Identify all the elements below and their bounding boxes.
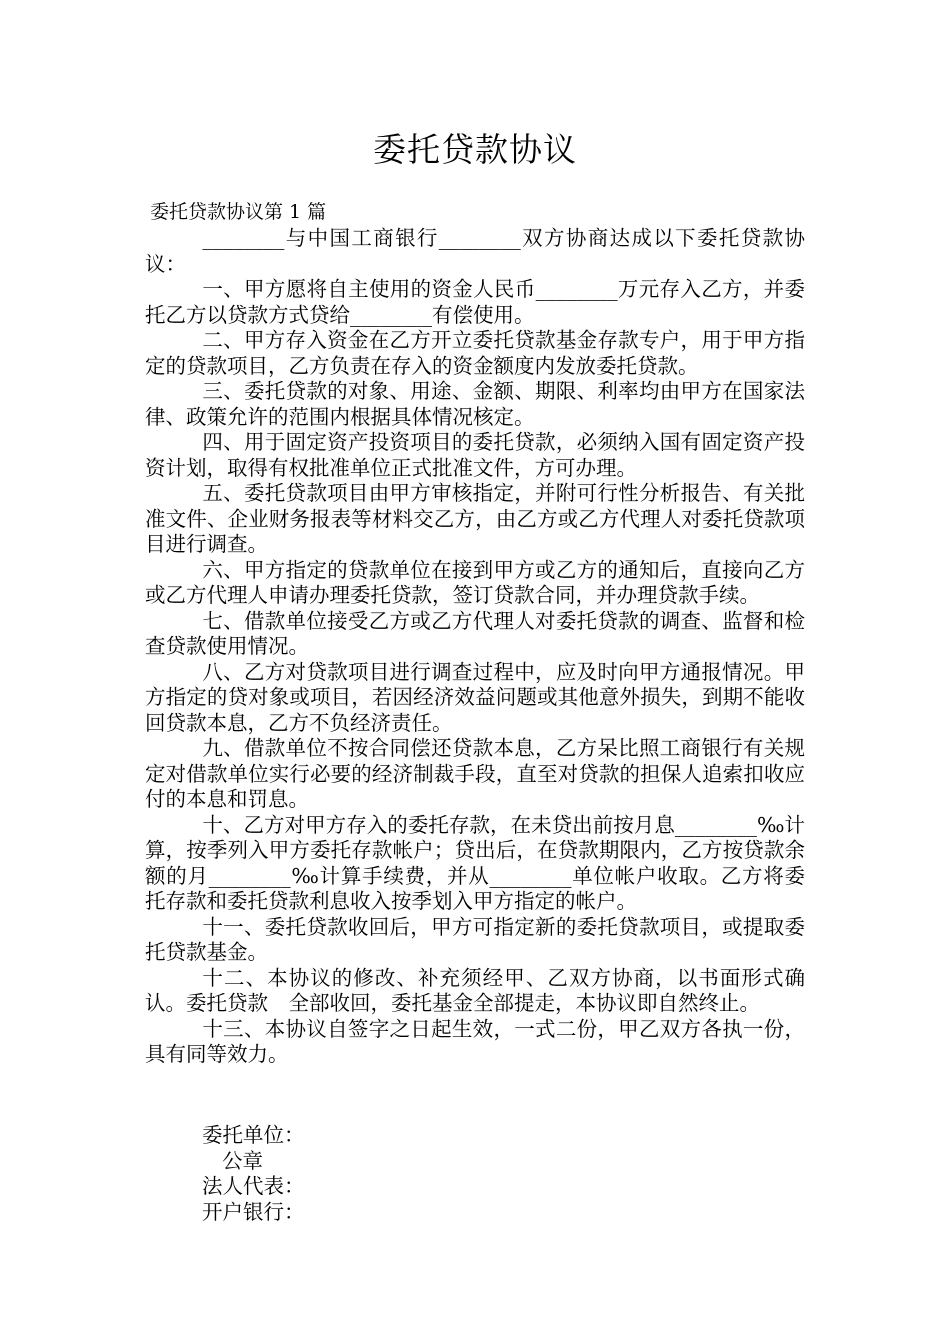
paragraph-clause-6: 六、甲方指定的贷款单位在接到甲方或乙方的通知后，直接向乙方或乙方代理人申请办理委托贷款，签订贷款合同，并办理贷款手续。 xyxy=(145,557,805,607)
paragraph-clause-12: 十二、本协议的修改、补充须经甲、乙双方协商，以书面形式确认。委托贷款 全部收回，委托基金全部提走，本协议即自然终止。 xyxy=(145,965,805,1015)
signature-block xyxy=(202,1123,305,1225)
paragraph-clause-4: 四、用于固定资产投资项目的委托贷款，必须纳入国有固定资产投资计划，取得有权批准单位正式批准文件，方可办理。 xyxy=(145,430,805,480)
entrusting-unit-label: 委托单位： xyxy=(202,1123,305,1147)
bank-label: 开户银行： xyxy=(202,1199,305,1224)
paragraph-intro: ________与中国工商银行________双方协商达成以下委托贷款协议： xyxy=(145,226,805,276)
section-heading: 委托贷款协议第 1 篇 xyxy=(150,201,327,223)
seal-label: 公章 xyxy=(222,1148,263,1173)
paragraph-clause-8: 八、乙方对贷款项目进行调查过程中，应及时向甲方通报情况。甲方指定的贷对象或项目，若因经济效益问题或其他意外损失，到期不能收回贷款本息，乙方不负经济责任。 xyxy=(145,659,805,735)
paragraph-clause-2: 二、甲方存入资金在乙方开立委托贷款基金存款专户，用于甲方指定的贷款项目，乙方负责在存入的资金额度内发放委托贷款。 xyxy=(145,328,805,378)
paragraph-clause-1: 一、甲方愿将自主使用的资金人民币________万元存入乙方，并委托乙方以贷款方式贷给________有偿使用。 xyxy=(145,277,805,327)
paragraph-clause-13: 十三、本协议自签字之日起生效，一式二份，甲乙双方各执一份，具有同等效力。 xyxy=(145,1016,805,1066)
legal-representative-label: 法人代表： xyxy=(202,1174,305,1198)
paragraph-clause-7: 七、借款单位接受乙方或乙方代理人对委托贷款的调查、监督和检查贷款使用情况。 xyxy=(145,608,805,658)
agreement-body xyxy=(145,226,805,1068)
paragraph-clause-9: 九、借款单位不按合同偿还贷款本息，乙方呆比照工商银行有关规定对借款单位实行必要的经济制裁手段，直至对贷款的担保人追索扣收应付的本息和罚息。 xyxy=(145,736,805,811)
document-title: 委托贷款协议 xyxy=(373,130,577,169)
paragraph-clause-11: 十一、委托贷款收回后，甲方可指定新的委托贷款项目，或提取委托贷款基金。 xyxy=(145,914,805,964)
paragraph-clause-3: 三、委托贷款的对象、用途、金额、期限、利率均由甲方在国家法律、政策允许的范围内根据具体情况核定。 xyxy=(145,379,805,429)
paragraph-clause-10: 十、乙方对甲方存入的委托存款，在未贷出前按月息________‰计算，按季列入甲方委托存款帐户；贷出后，在贷款期限内，乙方按贷款余额的月________‰计算手续费，并从________单位帐户收取。乙方将委托存款和委托贷款利息收入按季划入甲方指定的帐户。 xyxy=(145,812,805,913)
paragraph-clause-5: 五、委托贷款项目由甲方审核指定，并附可行性分析报告、有关批准文件、企业财务报表等材料交乙方，由乙方或乙方代理人对委托贷款项目进行调查。 xyxy=(145,481,805,556)
